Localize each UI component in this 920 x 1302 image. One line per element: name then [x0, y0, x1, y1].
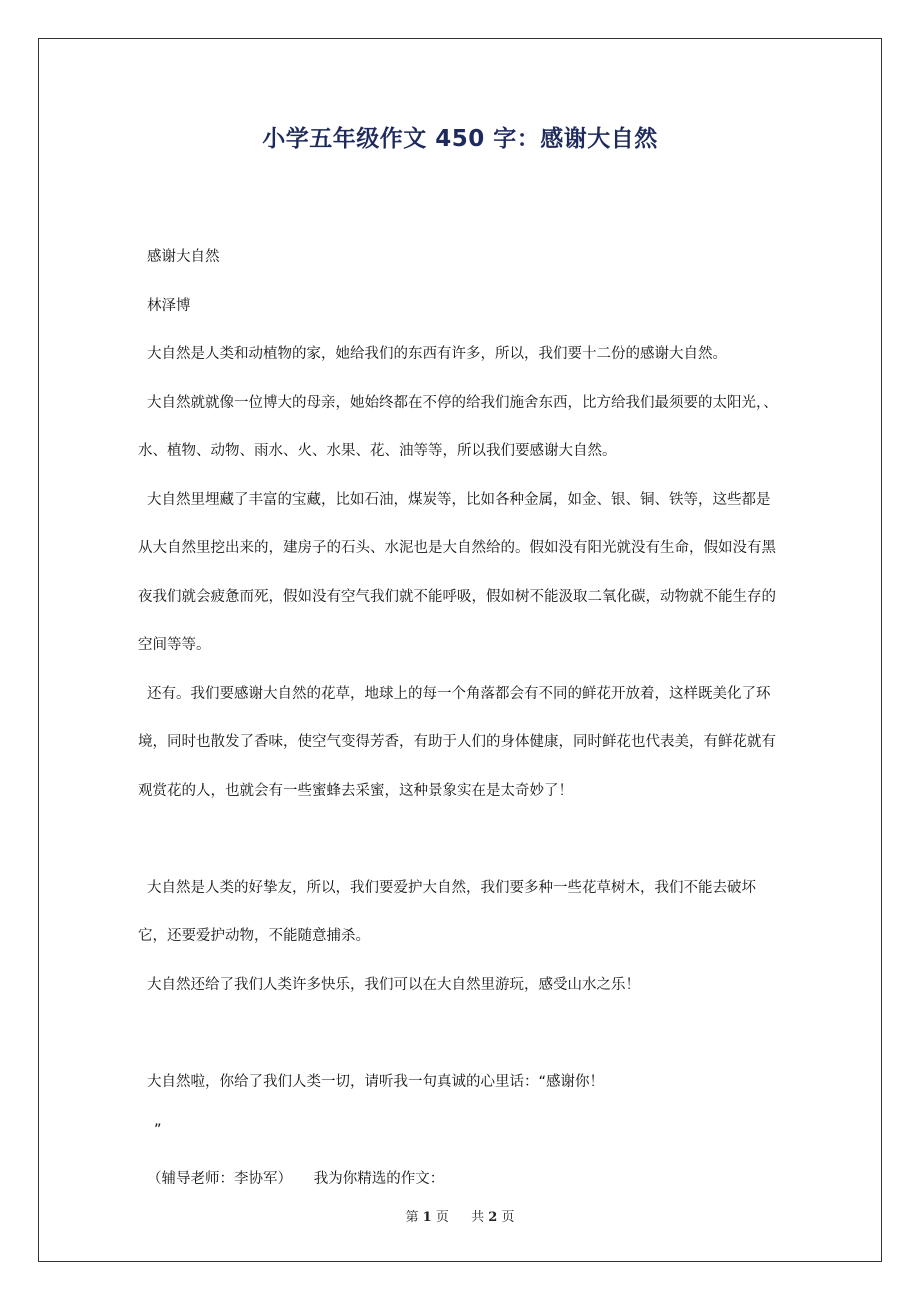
paragraph-7: 大自然啦，你给了我们人类一切，请听我一句真诚的心里话：“感谢你！ — [147, 1073, 605, 1090]
essay-heading: 感谢大自然 — [147, 249, 220, 265]
paragraph-6: 大自然还给了我们人类许多快乐，我们可以在大自然里游玩，感受山水之乐！ — [147, 976, 640, 993]
footer-current-page: 1 — [422, 1210, 432, 1225]
blank-line — [138, 815, 784, 864]
closing-quote: ” — [154, 1122, 162, 1138]
paragraph-1: 大自然是人类和动植物的家，她给我们的东西有许多，所以，我们要十二份的感谢大自然。 — [147, 346, 727, 362]
paragraph-3: 大自然里埋藏了丰富的宝藏，比如石油，煤炭等，比如各种金属，如金、银、铜、铁等，这些都是从大自然里挖出来的，建房子的石头、水泥也是大自然给的。假如没有阳光就没有生命，假如没有黑夜我们就会疲惫而死，假如没有空气我们就不能呼吸，假如树不能汲取二氧化碳，动物就不能生存的空间等等。 — [138, 491, 776, 653]
footer-page-prefix: 第 — [405, 1210, 419, 1225]
paragraph-2: 大自然就就像一位博大的母亲，她始终都在不停的给我们施舍东西，比方给我们最须要的太阳光，、水、植物、动物、雨水、火、水果、花、油等等，所以我们要感谢大自然。 — [138, 394, 778, 459]
document-body — [138, 233, 784, 1203]
author-name: 林泽博 — [147, 297, 191, 314]
blank-line — [138, 1009, 784, 1058]
page-footer — [38, 1206, 882, 1225]
footer-page-label: 页 — [435, 1210, 449, 1225]
document-title: 小学五年级作文 450 字：感谢大自然 — [262, 126, 658, 152]
footer-total-label: 页 — [501, 1210, 515, 1225]
teacher-note: （辅导老师：李协军） 我为你精选的作文： — [147, 1170, 445, 1187]
footer-total-pages: 2 — [488, 1210, 498, 1225]
paragraph-4: 还有。我们要感谢大自然的花草，地球上的每一个角落都会有不同的鲜花开放着，这样既美化了环境，同时也散发了香味，使空气变得芳香，有助于人们的身体健康，同时鲜花也代表美，有鲜花就有观赏花的人，也就会有一些蜜蜂去采蜜，这种景象实在是太奇妙了！ — [138, 685, 776, 799]
footer-total-prefix: 共 — [471, 1210, 485, 1225]
paragraph-5: 大自然是人类的好挚友，所以，我们要爱护大自然，我们要多种一些花草树木，我们不能去破坏它，还要爱护动物，不能随意捕杀。 — [138, 879, 756, 944]
